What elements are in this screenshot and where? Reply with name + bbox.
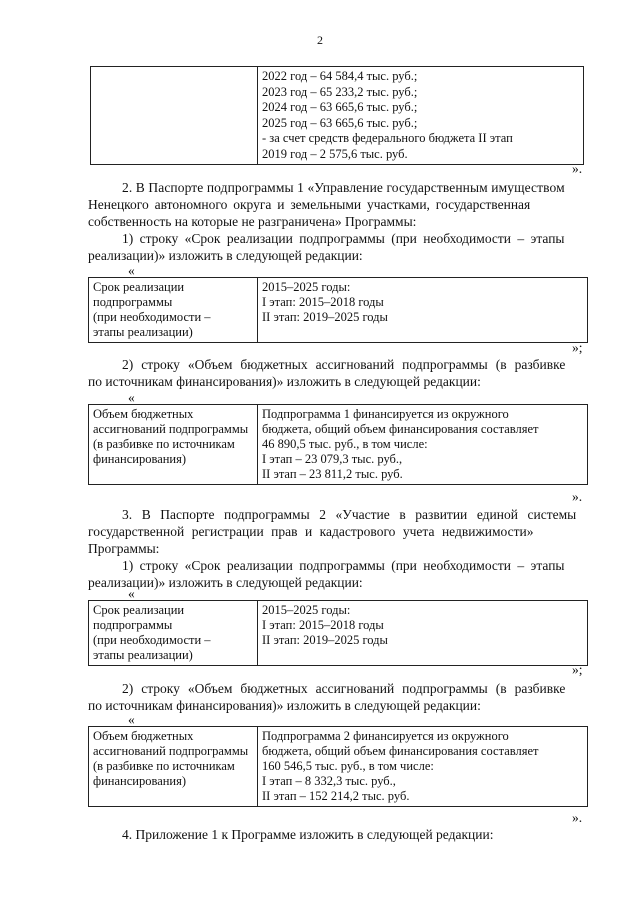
table-cell-label: Объем бюджетных ассигнований подпрограммы (в разбивке по источникам финансирования) <box>89 405 258 485</box>
item-3-2-paragraph <box>88 680 586 714</box>
closing-quote: ». <box>572 489 583 504</box>
item-3-1-paragraph <box>88 557 586 591</box>
closing-quote: »; <box>572 662 583 677</box>
closing-quote: ». <box>572 810 583 825</box>
table-row <box>89 405 588 485</box>
funding-line: 2025 год – 63 665,6 тыс. руб.; <box>262 115 418 130</box>
text-line: государственной регистрации прав и кадастрового учета недвижимости» <box>88 524 534 539</box>
text-line: 2. В Паспорте подпрограммы 1 «Управление государственным имуществом <box>122 180 565 195</box>
funding-line: 2019 год – 2 575,6 тыс. руб. <box>262 146 408 161</box>
table-cell-left <box>91 67 258 165</box>
funding-line: 2024 год – 63 665,6 тыс. руб.; <box>262 100 418 114</box>
table-cell-value: Подпрограмма 2 финансируется из окружного бюджета, общий объем финансирования составляет 160 546,5 тыс. руб., в том числе: I этап – 8 332,3 тыс. руб., II этап – 152 214,2 тыс. руб. <box>258 727 588 807</box>
table-cell-label: Объем бюджетных ассигнований подпрограммы (в разбивке по источникам финансирования) <box>89 727 258 807</box>
table-row <box>91 67 584 165</box>
funding-line: 2022 год – 64 584,4 тыс. руб.; <box>262 69 418 83</box>
opening-quote: « <box>128 712 135 727</box>
text-line: по источникам финансирования)» изложить в следующей редакции: <box>88 374 481 389</box>
text-line: 1) строку «Срок реализации подпрограммы (при необходимости – этапы <box>122 231 565 246</box>
funding-line: - за счет средств федерального бюджета II этап <box>262 131 513 145</box>
text-line: 2) строку «Объем бюджетных ассигнований подпрограммы (в разбивке <box>122 357 566 372</box>
item-3-paragraph <box>88 506 586 557</box>
text-line: реализации)» изложить в следующей редакции: <box>88 575 363 590</box>
text-line: по источникам финансирования)» изложить в следующей редакции: <box>88 698 481 713</box>
opening-quote: « <box>128 263 135 278</box>
text-line: Программы: <box>88 541 160 556</box>
opening-quote: « <box>128 390 135 405</box>
table-cell-label: Срок реализации подпрограммы (при необходимости – этапы реализации) <box>89 601 258 666</box>
budget-table-2 <box>88 726 588 807</box>
closing-quote: ». <box>572 161 583 176</box>
table-row <box>89 727 588 807</box>
item-2-paragraph <box>88 179 586 230</box>
table-row <box>89 278 588 343</box>
period-table-1 <box>88 277 588 343</box>
closing-quote: »; <box>572 340 583 355</box>
text-line: Ненецкого автономного округа и земельными участками, государственная <box>88 197 531 212</box>
table-row <box>89 601 588 666</box>
item-4-paragraph: 4. Приложение 1 к Программе изложить в следующей редакции: <box>122 827 494 842</box>
funding-line: 2023 год – 65 233,2 тыс. руб.; <box>262 84 418 99</box>
text-line: 3. В Паспорте подпрограммы 2 «Участие в развитии единой системы <box>122 507 577 522</box>
text-line: реализации)» изложить в следующей редакции: <box>88 248 363 263</box>
budget-table-1 <box>88 404 588 485</box>
page-number: 2 <box>317 33 323 47</box>
period-table-2 <box>88 600 588 666</box>
text-line: 2) строку «Объем бюджетных ассигнований подпрограммы (в разбивке <box>122 681 566 696</box>
table-cell-right <box>258 67 584 165</box>
item-2-1-paragraph <box>88 230 586 264</box>
item-2-2-paragraph <box>88 356 586 390</box>
table-cell-value: 2015–2025 годы: I этап: 2015–2018 годы II этап: 2019–2025 годы <box>258 601 588 666</box>
text-line: 1) строку «Срок реализации подпрограммы (при необходимости – этапы <box>122 558 565 573</box>
table-cell-value: 2015–2025 годы: I этап: 2015–2018 годы II этап: 2019–2025 годы <box>258 278 588 343</box>
opening-quote: « <box>128 586 135 601</box>
table-cell-label: Срок реализации подпрограммы (при необходимости – этапы реализации) <box>89 278 258 343</box>
table-cell-value: Подпрограмма 1 финансируется из окружного бюджета, общий объем финансирования составляет 46 890,5 тыс. руб., в том числе: I этап – 23 079,3 тыс. руб., II этап – 23 811,2 тыс. руб. <box>258 405 588 485</box>
continuation-table <box>90 66 584 165</box>
text-line: собственность на которые не разграничена» Программы: <box>88 214 417 229</box>
